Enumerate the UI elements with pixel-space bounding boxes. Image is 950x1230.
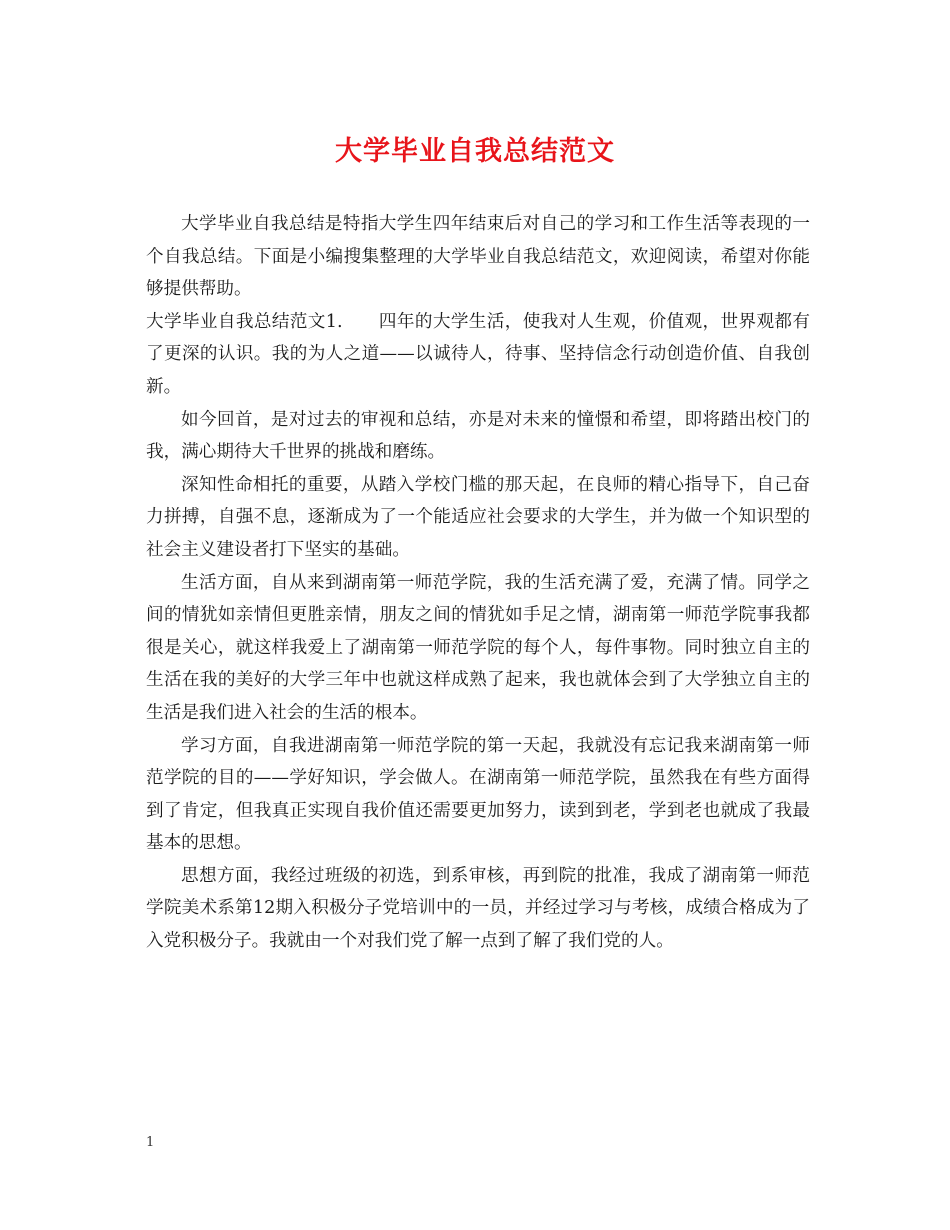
paragraph-life: 生活方面，自从来到湖南第一师范学院，我的生活充满了爱，充满了情。同学之间的情犹如亲情但更胜亲情，朋友之间的情犹如手足之情，湖南第一师范学院事我都很是关心，就这样我爱上了湖南第一师范学院的每个人，每件事物。同时独立自主的生活在我的美好的大学三年中也就这样成熟了起来，我也就体会到了大学独立自主的生活是我们进入社会的生活的根本。	[146, 572, 810, 723]
paragraph-thought: 思想方面，我经过班级的初选，到系审核，再到院的批准，我成了湖南第一师范学院美术系第12期入积极分子党培训中的一员，并经过学习与考核，成绩合格成为了入党积极分子。我就由一个对我们党了解一点到了解了我们党的人。	[146, 865, 810, 952]
paragraph-reflection: 如今回首，是对过去的审视和总结，亦是对未来的憧憬和希望，即将踏出校门的我，满心期待大千世界的挑战和磨练。	[146, 409, 810, 463]
paragraph-sample-1: 大学毕业自我总结范文1. 四年的大学生活，使我对人生观，价值观，世界观都有了更深的认识。我的为人之道——以诚待人，待事、坚持信念行动创造价值、自我创新。	[146, 311, 810, 397]
paragraph-intro: 大学毕业自我总结是特指大学生四年结束后对自己的学习和工作生活等表现的一个自我总结。下面是小编搜集整理的大学毕业自我总结范文，欢迎阅读，希望对你能够提供帮助。	[146, 214, 810, 300]
paragraph-growth: 深知性命相托的重要，从踏入学校门槛的那天起，在良师的精心指导下，自己奋力拼搏，自强不息，逐渐成为了一个能适应社会要求的大学生，并为做一个知识型的社会主义建设者打下坚实的基础。	[146, 474, 810, 560]
page-number: 1	[146, 1135, 155, 1150]
document-title: 大学毕业自我总结范文	[335, 136, 615, 167]
paragraph-study: 学习方面，自我进湖南第一师范学院的第一天起，我就没有忘记我来湖南第一师范学院的目的——学好知识，学会做人。在湖南第一师范学院，虽然我在有些方面得到了肯定，但我真正实现自我价值还需要更加努力，读到到老，学到老也就成了我最基本的思想。	[146, 735, 810, 854]
document-body	[146, 208, 810, 958]
